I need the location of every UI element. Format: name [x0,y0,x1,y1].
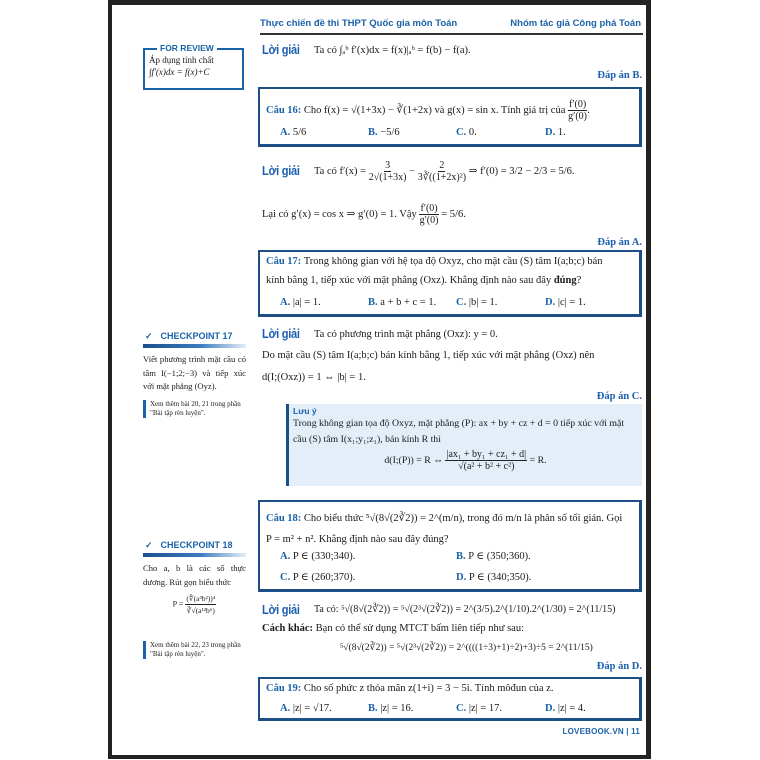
question-16-fraction: $\frac{f'(0)}{g'(0)}$ [568,99,588,122]
q18-option-b[interactable]: B. P ∈ (350;360). [456,551,531,562]
solution-17-line3: d(I;(Oxz)) = 1 ⇔ |b| = 1. [262,372,366,383]
solution-17-line1: Ta có phương trình mặt phẳng (Oxz): y = 0. [314,329,498,340]
checkpoint-17-body: Viết phương trình mặt cầu có tâm I(−1;2;−3) và tiếp xúc với mặt phẳng (Oyz). [143,354,246,391]
solution-16-line2: Lại có g′(x) = cos x ⇒ g′(0) = 1. Vậy $\frac{f'(0)}{g'(0)}$ = 5/6. [262,203,466,226]
question-17-line2: kính bằng 1, tiếp xúc với mặt phẳng (Oxz). Khẳng định nào sau đây đúng? [266,275,582,286]
question-16-box [258,87,642,147]
q19-option-b[interactable]: B. |z| = 16. [368,703,414,714]
solution-15-text: Ta có ∫ₐᵇ f′(x)dx = f(x)|ₐᵇ = f(b) − f(a). [314,45,471,56]
question-16-label: Câu 16: [266,104,302,116]
q16-option-b[interactable]: B. −5/6 [368,127,400,138]
checkpoint-18-ref: Xem thêm bài 22, 23 trong phần "Bài tập rèn luyện". [143,641,250,659]
q16-option-a[interactable]: A. 5/6 [280,127,307,138]
for-review-title: FOR REVIEW [157,43,217,53]
question-18-line2: P = m² + n². Khẳng định nào sau đây đúng? [266,534,449,545]
note-line1: Trong không gian tọa độ Oxyz, mặt phẳng (P): ax + by + cz + d = 0 tiếp xúc với mặt [293,418,625,429]
question-19-text: Câu 19: Cho số phức z thỏa mãn z(1+i) = 3 − 5i. Tính môđun của z. [266,683,554,694]
question-16-text: Câu 16: Cho f(x) = √(1+3x) − ∛(1+2x) và g(x) = sin x. Tính giá trị của $\frac{f'(0)}{g'(0)}$ . [266,99,590,122]
answer-17: Đáp án C. [596,391,642,402]
page-frame-top [108,0,651,5]
checkpoint-18-formula: P = $\frac{\text{(∜(a³b²))⁴}}{\text{∛√(a¹²b⁶)}}$ [172,594,216,615]
checkpoint-bar [143,344,246,348]
q17-option-b[interactable]: B. a + b + c = 1. [368,297,437,308]
q17-option-a[interactable]: A. |a| = 1. [280,297,321,308]
for-review-box [143,43,244,90]
running-header [260,17,643,35]
checkpoint-bar [143,553,246,557]
solution-18-line1: Ta có: ⁵√(8√(2∛2)) = ⁵√(2³√(2∛2)) = 2^(3/5).2^(1/10).2^(1/30) = 2^(11/15) [314,604,616,615]
checkpoint-17: ✓ CHECKPOINT 17 Viết phương trình mặt cầu có tâm I(−1;2;−3) và tiếp xúc với mặt phẳng (Oyz). [143,331,246,394]
solution-18-alt: Cách khác: Bạn có thể sử dụng MTCT bấm liên tiếp như sau: [262,623,525,634]
solution-label: Lời giải [262,163,300,178]
q16-option-d[interactable]: D. 1. [545,127,566,138]
solution-label: Lời giải [262,326,300,341]
question-18-box [258,500,642,592]
header-book-title: Thực chiến đề thi THPT Quốc gia môn Toán [260,18,458,29]
q17-option-c[interactable]: C. |b| = 1. [456,297,498,308]
for-review-line2: ∫f′(x)dx = f(x)+C [149,67,210,77]
note-line2: cầu (S) tâm I(x₁;y₁;z₁), bán kính R thì [293,434,441,445]
checkpoint-18: ✓ CHECKPOINT 18 Cho a, b là các số thực dương. Rút gọn biểu thức P = $\frac{\text{(∜(a³b²))⁴}}{\text{∛√(a¹²b⁶)}}$ [143,540,246,615]
page-footer: LOVEBOOK.VN | 11 [562,727,640,736]
check-icon: ✓ [145,540,153,550]
note-formula: d(I;(P)) = R ⇔ $\frac{\text{|ax₁ + by₁ + cz₁ + d|}}{\text{√(a² + b² + c²)}}$ = R. [384,449,547,472]
solution-label: Lời giải [262,42,300,57]
question-17-line1: Câu 17: Trong không gian với hệ tọa độ Oxyz, cho mặt cầu (S) tâm I(a;b;c) bán [266,256,603,267]
q18-option-a[interactable]: A. P ∈ (330;340). [280,551,356,562]
checkpoint-18-body: Cho a, b là các số thực dương. Rút gọn biểu thức [143,563,246,587]
header-authors: Nhóm tác giả Công phá Toán [510,18,641,29]
page-frame-bottom [108,755,651,759]
answer-18: Đáp án D. [596,661,642,672]
q18-option-d[interactable]: D. P ∈ (340;350). [456,572,532,583]
q17-option-d[interactable]: D. |c| = 1. [545,297,586,308]
q19-option-a[interactable]: A. |z| = √17. [280,703,332,714]
checkpoint-17-ref: Xem thêm bài 20, 21 trong phần "Bài tập rèn luyện". [143,400,250,418]
q19-option-c[interactable]: C. |z| = 17. [456,703,503,714]
answer-15: Đáp án B. [597,70,642,81]
q16-option-c[interactable]: C. 0. [456,127,477,138]
solution-16-line1: Ta có f′(x) = $\frac{3}{2√(1+3x)}$ − $\frac{2}{\text{3∛((1+2x)²)}}$ ⇒ f′(0) = 3/2 − 2/3 = 5/6. [314,160,575,183]
note-title: Lưu ý [293,406,317,416]
answer-16: Đáp án A. [597,237,642,248]
question-17-box [258,250,642,317]
q19-option-d[interactable]: D. |z| = 4. [545,703,586,714]
solution-18-line3: ⁵√(8√(2∛2)) = ⁵√(2³√(2∛2)) = 2^((((1÷3)+1)÷2)+3)÷5 = 2^(11/15) [340,643,593,653]
for-review-line1: Áp dụng tính chất [149,55,214,65]
question-19-box [258,677,642,721]
note-box [286,404,642,486]
page-frame-right [646,0,651,759]
question-18-line1: Câu 18: Cho biểu thức ⁵√(8√(2∛2)) = 2^(m/n), trong đó m/n là phân số tối giản. Gọi [266,513,623,524]
solution-17-line2: Do mặt cầu (S) tâm I(a;b;c) bán kính bằng 1, tiếp xúc với mặt phẳng (Oxz) nên [262,350,595,361]
page-frame-left [108,0,112,759]
check-icon: ✓ [145,331,153,341]
solution-label: Lời giải [262,602,300,617]
q18-option-c[interactable]: C. P ∈ (260;370). [280,572,356,583]
